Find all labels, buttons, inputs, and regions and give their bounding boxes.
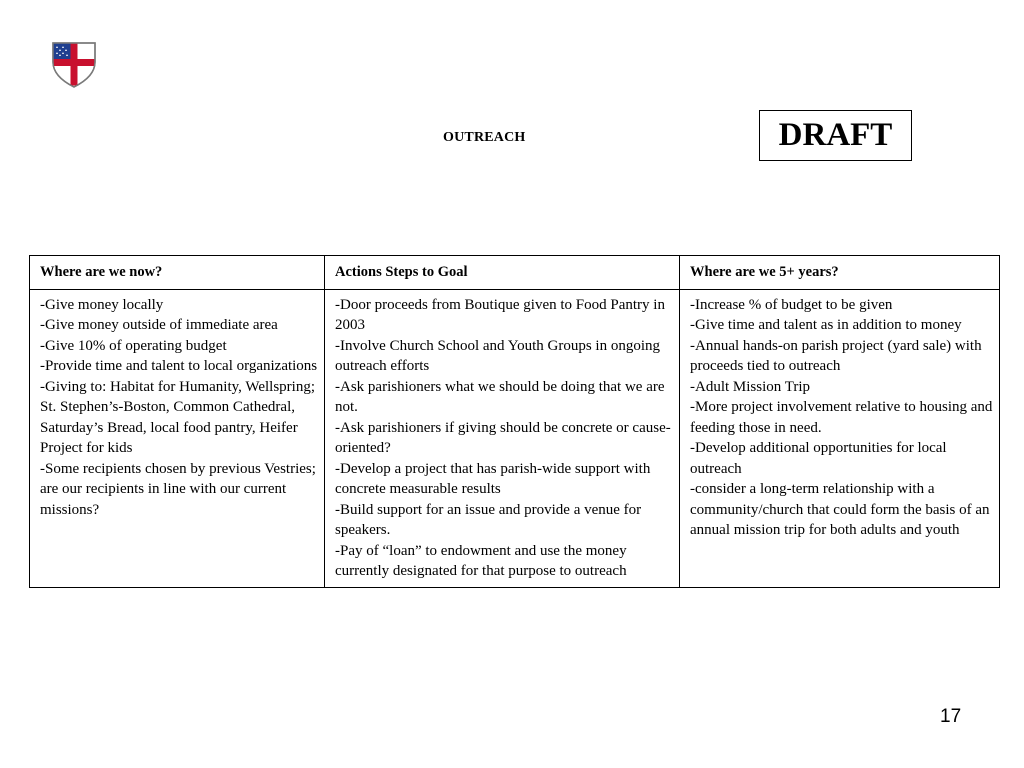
list-item: -Ask parishioners if giving should be concrete or cause-oriented? — [335, 419, 671, 456]
list-item: -Provide time and talent to local organizations — [40, 358, 318, 374]
list-item: -Giving to: Habitat for Humanity, Wellspring; St. Stephen’s-Boston, Common Cathedral, Saturday’s Bread, local food pantry, Heifer Project for kids — [40, 378, 316, 456]
column-header-now: Where are we now? — [30, 256, 325, 290]
list-item: -Develop a project that has parish-wide support with concrete measurable results — [335, 460, 651, 497]
list-item: -Give money locally — [40, 296, 164, 313]
page-title: OUTREACH — [443, 130, 526, 145]
list-item: -Build support for an issue and provide a venue for speakers. — [335, 501, 642, 538]
cell-action-steps — [325, 289, 680, 587]
list-item: -Involve Church School and Youth Groups in ongoing outreach efforts — [335, 337, 660, 374]
list-item: -Give 10% of operating budget — [40, 337, 227, 354]
list-item: -Give money outside of immediate area — [40, 317, 278, 333]
list-item: -Adult Mission Trip — [690, 378, 811, 395]
table-row — [30, 289, 1000, 587]
column-header-future: Where are we 5+ years? — [680, 256, 1000, 290]
list-item: -Increase % of budget to be given — [690, 296, 893, 313]
outreach-table — [29, 255, 1000, 588]
episcopal-shield-icon — [51, 42, 97, 88]
list-item: -More project involvement relative to housing and feeding those in need. — [690, 399, 993, 436]
list-item: -Some recipients chosen by previous Vestries; are our recipients in line with our current missions? — [40, 460, 316, 518]
cell-five-years — [680, 289, 1000, 587]
list-item: -Give time and talent as in addition to money — [690, 317, 962, 333]
list-item: -Annual hands-on parish project (yard sale) with proceeds tied to outreach — [690, 337, 982, 374]
list-item: -Door proceeds from Boutique given to Food Pantry in 2003 — [335, 296, 665, 333]
table-header-row — [30, 256, 1000, 290]
list-item: -Ask parishioners what we should be doing that we are not. — [335, 378, 665, 415]
list-item: -Develop additional opportunities for local outreach — [690, 440, 947, 477]
list-item: -consider a long-term relationship with a community/church that could form the basis of an annual mission trip for both adults and youth — [690, 481, 990, 538]
cell-where-now — [30, 289, 325, 587]
draft-stamp: DRAFT — [759, 110, 912, 161]
column-header-actions: Actions Steps to Goal — [325, 256, 680, 290]
page-number: 17 — [940, 706, 962, 727]
list-item: -Pay of “loan” to endowment and use the money currently designated for that purpose to outreach — [335, 542, 627, 579]
